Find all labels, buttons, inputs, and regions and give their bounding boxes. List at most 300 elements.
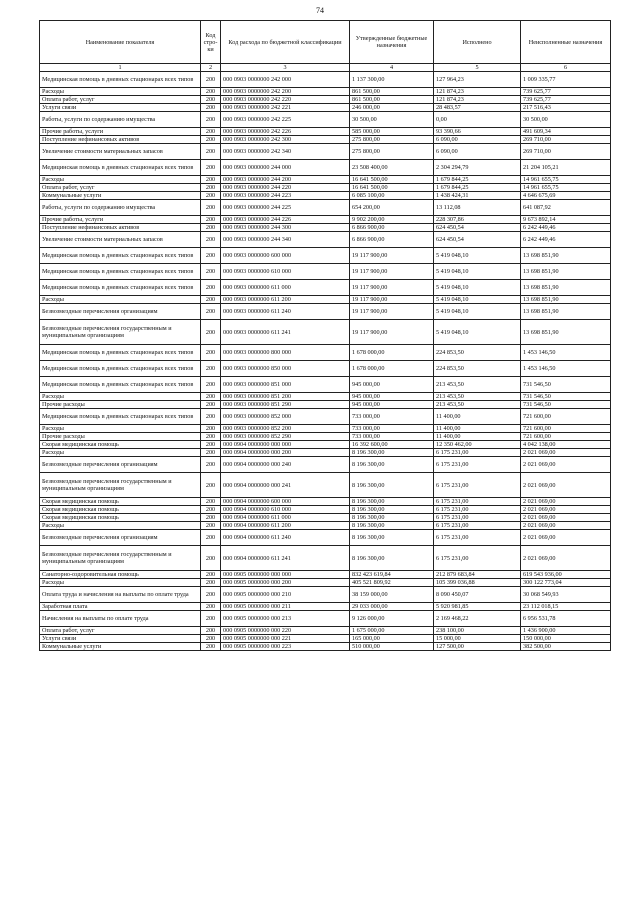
- line-code-cell: 200: [201, 449, 221, 457]
- budget-code-cell: 000 0903 0000000 242 340: [221, 144, 350, 160]
- line-code-cell: 200: [201, 627, 221, 635]
- line-code-cell: 200: [201, 401, 221, 409]
- unexecuted-amount-cell: 1 009 335,77: [521, 72, 611, 88]
- budget-code-cell: 000 0903 0000000 244 225: [221, 200, 350, 216]
- executed-amount-cell: 127 500,00: [434, 643, 521, 651]
- budget-execution-table: [39, 20, 611, 651]
- unexecuted-amount-cell: 269 710,00: [521, 144, 611, 160]
- unexecuted-amount-cell: 2 021 069,00: [521, 498, 611, 506]
- approved-amount-cell: 6 866 900,00: [350, 232, 434, 248]
- table-body: [40, 72, 611, 651]
- approved-amount-cell: 585 000,00: [350, 128, 434, 136]
- indicator-name-cell: Поступление нефинансовых активов: [40, 224, 201, 232]
- executed-amount-cell: 93 390,66: [434, 128, 521, 136]
- table-row: [40, 425, 611, 433]
- line-code-cell: 200: [201, 176, 221, 184]
- indicator-name-cell: Медицинская помощь в дневных стационарах всех типов: [40, 72, 201, 88]
- executed-amount-cell: 624 450,54: [434, 232, 521, 248]
- table-row: [40, 603, 611, 611]
- budget-code-cell: 000 0903 0000000 244 340: [221, 232, 350, 248]
- executed-amount-cell: 11 400,00: [434, 425, 521, 433]
- budget-code-cell: 000 0903 0000000 852 290: [221, 433, 350, 441]
- executed-amount-cell: 15 000,00: [434, 635, 521, 643]
- unexecuted-amount-cell: 14 961 655,75: [521, 184, 611, 192]
- executed-amount-cell: 238 100,00: [434, 627, 521, 635]
- executed-amount-cell: 6 175 231,00: [434, 514, 521, 522]
- line-code-cell: 200: [201, 224, 221, 232]
- indicator-name-cell: Прочие расходы: [40, 401, 201, 409]
- approved-amount-cell: 19 117 900,00: [350, 248, 434, 264]
- line-code-cell: 200: [201, 611, 221, 627]
- budget-code-cell: 000 0903 0000000 611 000: [221, 280, 350, 296]
- unexecuted-amount-cell: 269 710,00: [521, 136, 611, 144]
- executed-amount-cell: 5 419 048,10: [434, 280, 521, 296]
- executed-amount-cell: 213 453,50: [434, 393, 521, 401]
- approved-amount-cell: 8 196 300,00: [350, 530, 434, 546]
- budget-code-cell: 000 0903 0000000 852 000: [221, 409, 350, 425]
- column-index: 4: [350, 64, 434, 72]
- executed-amount-cell: 5 419 048,10: [434, 304, 521, 320]
- executed-amount-cell: 224 853,50: [434, 361, 521, 377]
- table-row: [40, 377, 611, 393]
- unexecuted-amount-cell: 731 546,50: [521, 377, 611, 393]
- table-row: [40, 345, 611, 361]
- budget-code-cell: 000 0903 0000000 852 200: [221, 425, 350, 433]
- budget-code-cell: 000 0904 0000000 611 200: [221, 522, 350, 530]
- budget-code-cell: 000 0903 0000000 242 225: [221, 112, 350, 128]
- unexecuted-amount-cell: 721 600,00: [521, 425, 611, 433]
- line-code-cell: 200: [201, 296, 221, 304]
- budget-code-cell: 000 0903 0000000 244 200: [221, 176, 350, 184]
- unexecuted-amount-cell: 2 021 069,00: [521, 522, 611, 530]
- approved-amount-cell: 9 126 000,00: [350, 611, 434, 627]
- approved-amount-cell: 6 866 900,00: [350, 224, 434, 232]
- approved-amount-cell: 733 000,00: [350, 433, 434, 441]
- line-code-cell: 200: [201, 345, 221, 361]
- table-row: [40, 72, 611, 88]
- unexecuted-amount-cell: 9 673 892,14: [521, 216, 611, 224]
- executed-amount-cell: 5 419 048,10: [434, 264, 521, 280]
- line-code-cell: 200: [201, 643, 221, 651]
- line-code-cell: 200: [201, 441, 221, 449]
- unexecuted-amount-cell: 739 625,77: [521, 96, 611, 104]
- budget-code-cell: 000 0903 0000000 242 221: [221, 104, 350, 112]
- unexecuted-amount-cell: 619 543 936,00: [521, 571, 611, 579]
- column-index: 1: [40, 64, 201, 72]
- unexecuted-amount-cell: 300 122 773,04: [521, 579, 611, 587]
- indicator-name-cell: Заработная плата: [40, 603, 201, 611]
- table-row: [40, 128, 611, 136]
- table-row: [40, 296, 611, 304]
- header-budget-code: Код расхода по бюджетной классификации: [221, 21, 350, 64]
- budget-code-cell: 000 0903 0000000 611 240: [221, 304, 350, 320]
- unexecuted-amount-cell: 1 436 900,00: [521, 627, 611, 635]
- budget-code-cell: 000 0903 0000000 244 300: [221, 224, 350, 232]
- indicator-name-cell: Поступление нефинансовых активов: [40, 136, 201, 144]
- unexecuted-amount-cell: 13 698 851,90: [521, 264, 611, 280]
- table-row: [40, 304, 611, 320]
- executed-amount-cell: 1 679 844,25: [434, 184, 521, 192]
- executed-amount-cell: 13 112,08: [434, 200, 521, 216]
- budget-code-cell: 000 0903 0000000 851 000: [221, 377, 350, 393]
- unexecuted-amount-cell: 13 698 851,90: [521, 320, 611, 345]
- line-code-cell: 200: [201, 216, 221, 224]
- indicator-name-cell: Медицинская помощь в дневных стационарах всех типов: [40, 409, 201, 425]
- table-row: [40, 184, 611, 192]
- executed-amount-cell: 1 679 844,25: [434, 176, 521, 184]
- unexecuted-amount-cell: 739 625,77: [521, 88, 611, 96]
- indicator-name-cell: Расходы: [40, 176, 201, 184]
- indicator-name-cell: Расходы: [40, 88, 201, 96]
- table-row: [40, 587, 611, 603]
- indicator-name-cell: Безвозмездные перечисления организациям: [40, 530, 201, 546]
- line-code-cell: 200: [201, 571, 221, 579]
- indicator-name-cell: Оплата работ, услуг: [40, 627, 201, 635]
- line-code-cell: 200: [201, 320, 221, 345]
- table-row: [40, 160, 611, 176]
- budget-code-cell: 000 0905 0000000 000 220: [221, 627, 350, 635]
- table-row: [40, 216, 611, 224]
- unexecuted-amount-cell: 1 453 146,50: [521, 345, 611, 361]
- budget-code-cell: 000 0903 0000000 242 200: [221, 88, 350, 96]
- executed-amount-cell: 213 453,50: [434, 377, 521, 393]
- approved-amount-cell: 8 196 300,00: [350, 546, 434, 571]
- budget-code-cell: 000 0904 0000000 000 241: [221, 473, 350, 498]
- approved-amount-cell: 8 196 300,00: [350, 506, 434, 514]
- budget-code-cell: 000 0903 0000000 242 000: [221, 72, 350, 88]
- unexecuted-amount-cell: 2 021 069,00: [521, 449, 611, 457]
- approved-amount-cell: 861 500,00: [350, 96, 434, 104]
- indicator-name-cell: Увеличение стоимости материальных запасов: [40, 232, 201, 248]
- indicator-name-cell: Прочие расходы: [40, 433, 201, 441]
- unexecuted-amount-cell: 23 112 018,15: [521, 603, 611, 611]
- line-code-cell: 200: [201, 361, 221, 377]
- budget-code-cell: 000 0903 0000000 611 200: [221, 296, 350, 304]
- table-row: [40, 112, 611, 128]
- indicator-name-cell: Безвозмездные перечисления государственным и муниципальным организациям: [40, 546, 201, 571]
- executed-amount-cell: 6 175 231,00: [434, 457, 521, 473]
- approved-amount-cell: 945 000,00: [350, 377, 434, 393]
- table-row: [40, 530, 611, 546]
- unexecuted-amount-cell: 2 021 069,00: [521, 473, 611, 498]
- table-row: [40, 192, 611, 200]
- unexecuted-amount-cell: 13 698 851,90: [521, 304, 611, 320]
- unexecuted-amount-cell: 731 546,50: [521, 401, 611, 409]
- indicator-name-cell: Скорая медицинская помощь: [40, 498, 201, 506]
- unexecuted-amount-cell: 2 021 069,00: [521, 514, 611, 522]
- indicator-name-cell: Коммунальные услуги: [40, 192, 201, 200]
- approved-amount-cell: 275 800,00: [350, 136, 434, 144]
- approved-amount-cell: 16 392 600,00: [350, 441, 434, 449]
- budget-code-cell: 000 0903 0000000 851 290: [221, 401, 350, 409]
- header-executed: Исполнено: [434, 21, 521, 64]
- approved-amount-cell: 8 196 300,00: [350, 514, 434, 522]
- executed-amount-cell: 127 964,23: [434, 72, 521, 88]
- line-code-cell: 200: [201, 514, 221, 522]
- unexecuted-amount-cell: 2 021 069,00: [521, 546, 611, 571]
- executed-amount-cell: 624 450,54: [434, 224, 521, 232]
- approved-amount-cell: 945 000,00: [350, 393, 434, 401]
- approved-amount-cell: 1 675 000,00: [350, 627, 434, 635]
- approved-amount-cell: 861 500,00: [350, 88, 434, 96]
- line-code-cell: 200: [201, 433, 221, 441]
- line-code-cell: 200: [201, 104, 221, 112]
- unexecuted-amount-cell: 30 500,00: [521, 112, 611, 128]
- budget-code-cell: 000 0904 0000000 611 000: [221, 514, 350, 522]
- indicator-name-cell: Расходы: [40, 393, 201, 401]
- table-row: [40, 361, 611, 377]
- indicator-name-cell: Медицинская помощь в дневных стационарах всех типов: [40, 377, 201, 393]
- indicator-name-cell: Медицинская помощь в дневных стационарах всех типов: [40, 361, 201, 377]
- table-row: [40, 200, 611, 216]
- line-code-cell: 200: [201, 473, 221, 498]
- unexecuted-amount-cell: 2 021 069,00: [521, 506, 611, 514]
- approved-amount-cell: 19 117 900,00: [350, 320, 434, 345]
- table-row: [40, 441, 611, 449]
- executed-amount-cell: 105 399 036,88: [434, 579, 521, 587]
- approved-amount-cell: 19 117 900,00: [350, 280, 434, 296]
- line-code-cell: 200: [201, 112, 221, 128]
- indicator-name-cell: Работы, услуги по содержанию имущества: [40, 200, 201, 216]
- budget-code-cell: 000 0904 0000000 000 000: [221, 441, 350, 449]
- table-row: [40, 449, 611, 457]
- table-row: [40, 224, 611, 232]
- executed-amount-cell: 6 175 231,00: [434, 498, 521, 506]
- approved-amount-cell: 832 423 619,84: [350, 571, 434, 579]
- indicator-name-cell: Медицинская помощь в дневных стационарах всех типов: [40, 248, 201, 264]
- budget-code-cell: 000 0903 0000000 850 000: [221, 361, 350, 377]
- unexecuted-amount-cell: 1 453 146,50: [521, 361, 611, 377]
- executed-amount-cell: 5 419 048,10: [434, 320, 521, 345]
- executed-amount-cell: 6 175 231,00: [434, 449, 521, 457]
- budget-code-cell: 000 0905 0000000 000 200: [221, 579, 350, 587]
- approved-amount-cell: 9 902 200,00: [350, 216, 434, 224]
- table-row: [40, 546, 611, 571]
- unexecuted-amount-cell: 491 609,34: [521, 128, 611, 136]
- table-row: [40, 643, 611, 651]
- approved-amount-cell: 510 000,00: [350, 643, 434, 651]
- budget-code-cell: 000 0905 0000000 000 221: [221, 635, 350, 643]
- indicator-name-cell: Безвозмездные перечисления государственным и муниципальным организациям: [40, 473, 201, 498]
- table-row: [40, 264, 611, 280]
- unexecuted-amount-cell: 4 646 675,69: [521, 192, 611, 200]
- executed-amount-cell: 6 175 231,00: [434, 506, 521, 514]
- line-code-cell: 200: [201, 546, 221, 571]
- line-code-cell: 200: [201, 304, 221, 320]
- indicator-name-cell: Начисления на выплаты по оплате труда: [40, 611, 201, 627]
- line-code-cell: 200: [201, 248, 221, 264]
- unexecuted-amount-cell: 150 000,00: [521, 635, 611, 643]
- budget-code-cell: 000 0904 0000000 000 240: [221, 457, 350, 473]
- approved-amount-cell: 945 000,00: [350, 401, 434, 409]
- table-header-row: [40, 21, 611, 64]
- indicator-name-cell: Безвозмездные перечисления организациям: [40, 304, 201, 320]
- table-row: [40, 635, 611, 643]
- executed-amount-cell: 224 853,50: [434, 345, 521, 361]
- approved-amount-cell: 38 159 000,00: [350, 587, 434, 603]
- approved-amount-cell: 1 137 300,00: [350, 72, 434, 88]
- indicator-name-cell: Медицинская помощь в дневных стационарах всех типов: [40, 345, 201, 361]
- line-code-cell: 200: [201, 603, 221, 611]
- line-code-cell: 200: [201, 160, 221, 176]
- table-row: [40, 232, 611, 248]
- budget-code-cell: 000 0903 0000000 244 223: [221, 192, 350, 200]
- approved-amount-cell: 1 678 000,00: [350, 361, 434, 377]
- approved-amount-cell: 8 196 300,00: [350, 473, 434, 498]
- budget-code-cell: 000 0903 0000000 244 226: [221, 216, 350, 224]
- unexecuted-amount-cell: 2 021 069,00: [521, 457, 611, 473]
- unexecuted-amount-cell: 382 500,00: [521, 643, 611, 651]
- approved-amount-cell: 654 200,00: [350, 200, 434, 216]
- unexecuted-amount-cell: 6 242 449,46: [521, 232, 611, 248]
- table-row: [40, 280, 611, 296]
- executed-amount-cell: 12 350 462,00: [434, 441, 521, 449]
- approved-amount-cell: 733 000,00: [350, 409, 434, 425]
- executed-amount-cell: 121 874,23: [434, 88, 521, 96]
- indicator-name-cell: Оплата работ, услуг: [40, 184, 201, 192]
- executed-amount-cell: 2 304 294,79: [434, 160, 521, 176]
- executed-amount-cell: 6 090,00: [434, 144, 521, 160]
- approved-amount-cell: 30 500,00: [350, 112, 434, 128]
- line-code-cell: 200: [201, 506, 221, 514]
- table-row: [40, 320, 611, 345]
- executed-amount-cell: 0,00: [434, 112, 521, 128]
- executed-amount-cell: 5 920 981,85: [434, 603, 521, 611]
- header-approved: Утвержденные бюджетные назначения: [350, 21, 434, 64]
- executed-amount-cell: 8 090 450,07: [434, 587, 521, 603]
- table-row: [40, 104, 611, 112]
- table-row: [40, 627, 611, 635]
- indicator-name-cell: Услуги связи: [40, 104, 201, 112]
- approved-amount-cell: 246 000,00: [350, 104, 434, 112]
- approved-amount-cell: 8 196 300,00: [350, 449, 434, 457]
- unexecuted-amount-cell: 4 042 138,00: [521, 441, 611, 449]
- indicator-name-cell: Оплата труда и начисления на выплаты по оплате труда: [40, 587, 201, 603]
- approved-amount-cell: 8 196 300,00: [350, 457, 434, 473]
- executed-amount-cell: 212 879 683,84: [434, 571, 521, 579]
- line-code-cell: 200: [201, 184, 221, 192]
- line-code-cell: 200: [201, 393, 221, 401]
- budget-code-cell: 000 0903 0000000 242 226: [221, 128, 350, 136]
- column-index: 3: [221, 64, 350, 72]
- executed-amount-cell: 228 307,86: [434, 216, 521, 224]
- table-row: [40, 457, 611, 473]
- indicator-name-cell: Услуги связи: [40, 635, 201, 643]
- budget-code-cell: 000 0904 0000000 610 000: [221, 506, 350, 514]
- line-code-cell: 200: [201, 425, 221, 433]
- executed-amount-cell: 11 400,00: [434, 433, 521, 441]
- executed-amount-cell: 11 400,00: [434, 409, 521, 425]
- approved-amount-cell: 1 678 000,00: [350, 345, 434, 361]
- budget-code-cell: 000 0903 0000000 611 241: [221, 320, 350, 345]
- indicator-name-cell: Скорая медицинская помощь: [40, 441, 201, 449]
- executed-amount-cell: 6 175 231,00: [434, 522, 521, 530]
- indicator-name-cell: Санаторно-оздоровительная помощь: [40, 571, 201, 579]
- approved-amount-cell: 8 196 300,00: [350, 498, 434, 506]
- line-code-cell: 200: [201, 498, 221, 506]
- indicator-name-cell: Расходы: [40, 296, 201, 304]
- unexecuted-amount-cell: 721 600,00: [521, 409, 611, 425]
- indicator-name-cell: Скорая медицинская помощь: [40, 506, 201, 514]
- table-row: [40, 473, 611, 498]
- budget-code-cell: 000 0903 0000000 242 300: [221, 136, 350, 144]
- budget-code-cell: 000 0903 0000000 800 000: [221, 345, 350, 361]
- budget-code-cell: 000 0905 0000000 000 000: [221, 571, 350, 579]
- header-indicator-name: Наименование показателя: [40, 21, 201, 64]
- budget-code-cell: 000 0905 0000000 000 211: [221, 603, 350, 611]
- line-code-cell: 200: [201, 192, 221, 200]
- table-row: [40, 506, 611, 514]
- approved-amount-cell: 23 508 400,00: [350, 160, 434, 176]
- column-index-row: [40, 64, 611, 72]
- approved-amount-cell: 29 033 000,00: [350, 603, 434, 611]
- budget-code-cell: 000 0905 0000000 000 210: [221, 587, 350, 603]
- executed-amount-cell: 6 175 231,00: [434, 473, 521, 498]
- unexecuted-amount-cell: 2 021 069,00: [521, 530, 611, 546]
- table-row: [40, 144, 611, 160]
- approved-amount-cell: 6 085 100,00: [350, 192, 434, 200]
- line-code-cell: 200: [201, 587, 221, 603]
- unexecuted-amount-cell: 13 698 851,90: [521, 296, 611, 304]
- budget-code-cell: 000 0903 0000000 851 200: [221, 393, 350, 401]
- indicator-name-cell: Коммунальные услуги: [40, 643, 201, 651]
- approved-amount-cell: 275 800,00: [350, 144, 434, 160]
- indicator-name-cell: Увеличение стоимости материальных запасов: [40, 144, 201, 160]
- indicator-name-cell: Прочие работы, услуги: [40, 128, 201, 136]
- table-row: [40, 136, 611, 144]
- header-unexecuted: Неисполненные назначения: [521, 21, 611, 64]
- budget-code-cell: 000 0904 0000000 611 241: [221, 546, 350, 571]
- approved-amount-cell: 733 000,00: [350, 425, 434, 433]
- approved-amount-cell: 19 117 900,00: [350, 296, 434, 304]
- table-row: [40, 88, 611, 96]
- budget-code-cell: 000 0904 0000000 600 000: [221, 498, 350, 506]
- unexecuted-amount-cell: 641 087,92: [521, 200, 611, 216]
- line-code-cell: 200: [201, 264, 221, 280]
- indicator-name-cell: Работы, услуги по содержанию имущества: [40, 112, 201, 128]
- approved-amount-cell: 165 000,00: [350, 635, 434, 643]
- unexecuted-amount-cell: 721 600,00: [521, 433, 611, 441]
- executed-amount-cell: 6 090,00: [434, 136, 521, 144]
- table-row: [40, 176, 611, 184]
- budget-code-cell: 000 0904 0000000 611 240: [221, 530, 350, 546]
- approved-amount-cell: 19 117 900,00: [350, 304, 434, 320]
- line-code-cell: 200: [201, 579, 221, 587]
- table-row: [40, 522, 611, 530]
- unexecuted-amount-cell: 13 698 851,90: [521, 248, 611, 264]
- line-code-cell: 200: [201, 72, 221, 88]
- line-code-cell: 200: [201, 522, 221, 530]
- column-index: 6: [521, 64, 611, 72]
- executed-amount-cell: 5 419 048,10: [434, 248, 521, 264]
- line-code-cell: 200: [201, 409, 221, 425]
- approved-amount-cell: 16 641 500,00: [350, 176, 434, 184]
- approved-amount-cell: 19 117 900,00: [350, 264, 434, 280]
- line-code-cell: 200: [201, 280, 221, 296]
- executed-amount-cell: 6 175 231,00: [434, 546, 521, 571]
- executed-amount-cell: 5 419 048,10: [434, 296, 521, 304]
- line-code-cell: 200: [201, 128, 221, 136]
- line-code-cell: 200: [201, 530, 221, 546]
- executed-amount-cell: 2 169 468,22: [434, 611, 521, 627]
- line-code-cell: 200: [201, 200, 221, 216]
- table-row: [40, 409, 611, 425]
- indicator-name-cell: Медицинская помощь в дневных стационарах всех типов: [40, 160, 201, 176]
- table-row: [40, 611, 611, 627]
- table-row: [40, 393, 611, 401]
- unexecuted-amount-cell: 6 956 531,78: [521, 611, 611, 627]
- unexecuted-amount-cell: 13 698 851,90: [521, 280, 611, 296]
